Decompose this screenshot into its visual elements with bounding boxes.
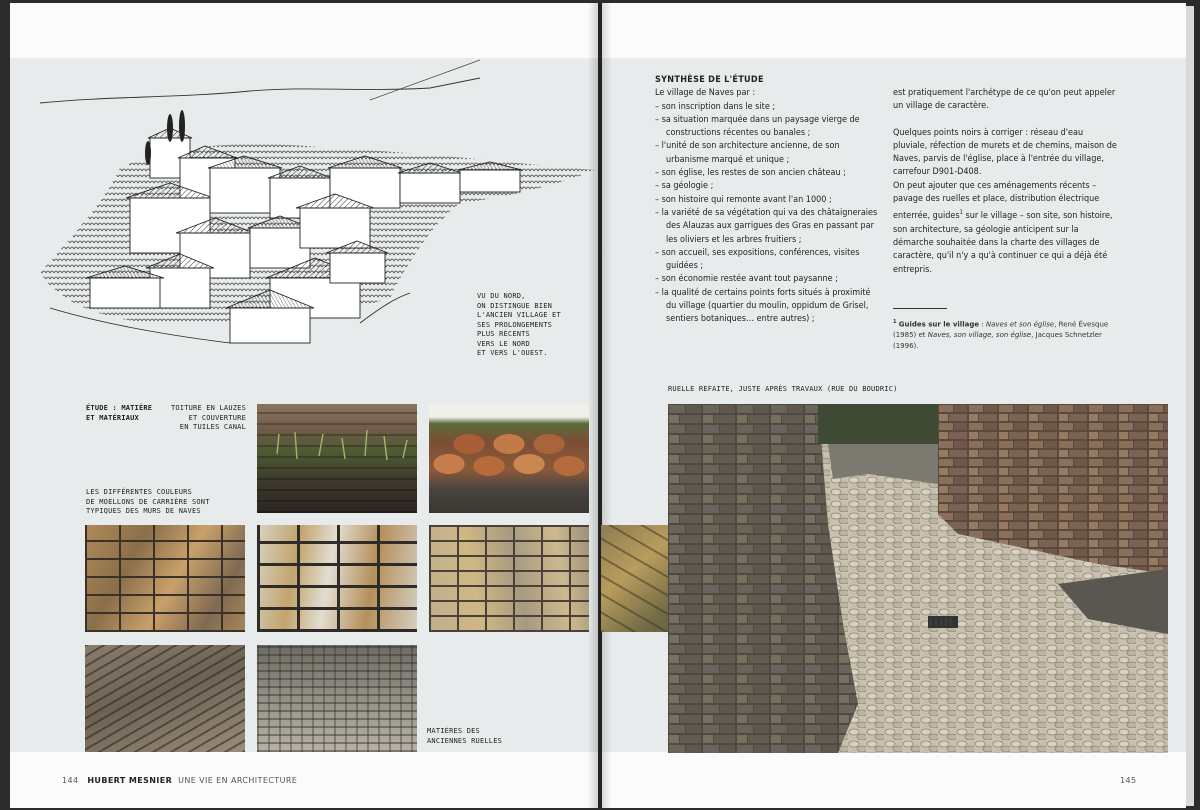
synthesis-item: – sa situation marquée dans un paysage vierge de constructions récentes ou banales ; bbox=[655, 114, 860, 139]
photo-canal-tiles bbox=[429, 404, 589, 513]
page-number: 144 bbox=[62, 776, 79, 785]
synthesis-item: – son économie restée avant tout paysanne ; bbox=[655, 274, 838, 285]
photo-stone-wall-3 bbox=[429, 525, 589, 632]
synthesis-item: – son histoire qui remonte avant l'an 1000 ; bbox=[655, 194, 832, 205]
left-folio bbox=[62, 776, 297, 785]
right-folio bbox=[1120, 776, 1136, 785]
photo-lauze-roof bbox=[257, 404, 417, 513]
book-title: UNE VIE EN ARCHITECTURE bbox=[178, 776, 298, 785]
issues-paragraph: Quelques points noirs à corriger : réseau d'eau pluviale, réfection de murets et de chemins, maison de Naves, parvis de l'église, place à l'entrée du village, carrefour D901-D408. bbox=[893, 127, 1117, 178]
photo-old-lane-1 bbox=[85, 645, 245, 752]
photo-old-lane-2 bbox=[257, 645, 417, 752]
conclusion-paragraph: est pratiquement l'archétype de ce qu'on peut appeler un village de caractère. bbox=[893, 88, 1116, 112]
synthesis-item: – la variété de sa végétation qui va des châtaigneraies des Alauzas aux garrigues des Gras en passant par les oliviers et les arbres fruitiers ; bbox=[655, 207, 878, 245]
lane-photo-caption: RUELLE REFAITE, JUSTE APRÈS TRAVAUX (RUE DU BOUDRIC) bbox=[668, 385, 898, 393]
sketch-caption: VU DU NORD, ON DISTINGUE BIEN L'ANCIEN VILLAGE ET SES PROLONGEMENTS PLUS RÉCENTS VERS LE NORD ET VERS L'OUEST. bbox=[477, 292, 561, 357]
additions-paragraph: On peut ajouter que ces aménagements récents – pavage des ruelles et place, distribution électrique enterrée, guides$^1$ sur le village – son site, son histoire, son architecture, sa géologie anticipent sur la démarche souhaitée dans la charte des villages de caractère, qu'il n'y a qu'à continuer ce qui a déjà été entrepris. bbox=[893, 180, 1113, 275]
synthesis-column-1 bbox=[655, 74, 880, 327]
roof-caption: TOITURE EN LAUZES ET COUVERTURE EN TUILES CANAL bbox=[170, 404, 246, 431]
synthesis-column-2 bbox=[893, 87, 1119, 277]
author-name: HUBERT MESNIER bbox=[87, 776, 173, 785]
footnote: $^1$ Guides sur le village : Naves et son église, René Évesque (1985) et Naves, son village, son église, Jacques Schnetzler (1996). bbox=[893, 319, 1109, 351]
photo-stone-wall-1 bbox=[85, 525, 245, 632]
synthesis-intro: Le village de Naves par : bbox=[655, 88, 756, 99]
synthesis-item: – son église, les restes de son ancien château ; bbox=[655, 168, 846, 179]
bottom-margin bbox=[602, 752, 1186, 808]
synthesis-item: – la qualité de certains points forts situés à proximité du village (quartier du moulin, oppidum de Grisel, sentiers botaniques… entre autres) ; bbox=[655, 287, 871, 325]
synthesis-item: – son accueil, ses expositions, conférences, visites guidées ; bbox=[655, 247, 860, 272]
study-section-title: ÉTUDE : MATIÈRE ET MATÉRIAUX bbox=[86, 404, 153, 422]
page-edges bbox=[1186, 6, 1194, 806]
page-number: 145 bbox=[1120, 776, 1137, 785]
synthesis-item: – son inscription dans le site ; bbox=[655, 101, 776, 112]
synthesis-heading: SYNTHÈSE DE L'ÉTUDE bbox=[655, 75, 764, 85]
footnote-rule bbox=[893, 308, 947, 309]
synthesis-item: – sa géologie ; bbox=[655, 181, 714, 192]
stones-caption: LES DIFFÉRENTES COULEURS DE MOELLONS DE CARRIÈRE SONT TYPIQUES DES MURS DE NAVES bbox=[86, 488, 210, 515]
top-margin bbox=[10, 3, 598, 58]
synthesis-item: – l'unité de son architecture ancienne, de son urbanisme marqué et unique ; bbox=[655, 141, 840, 165]
photo-stone-wall-2 bbox=[257, 525, 417, 632]
top-margin bbox=[602, 3, 1186, 58]
lanes-caption: MATIÈRES DES ANCIENNES RUELLES bbox=[427, 727, 503, 745]
photo-restored-lane bbox=[668, 404, 1168, 753]
